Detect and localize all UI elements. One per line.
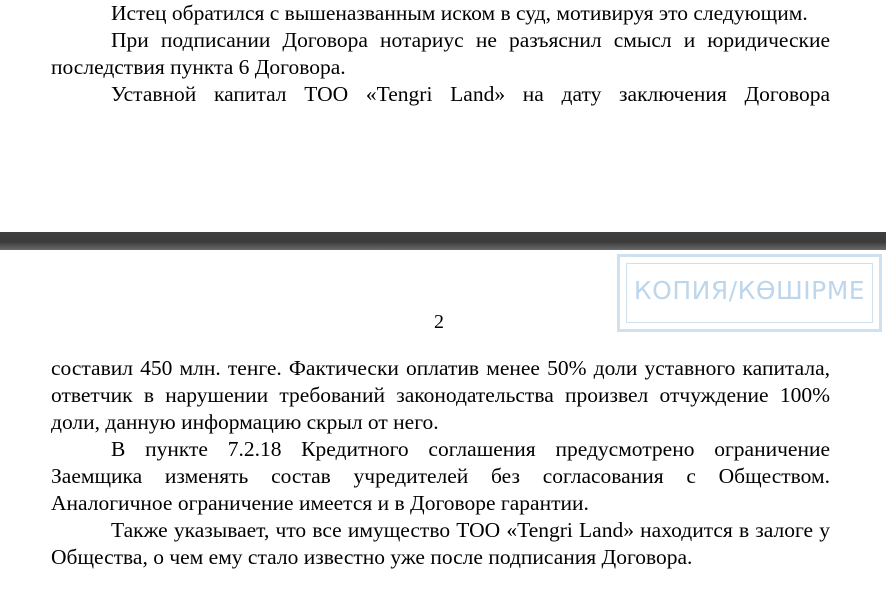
paragraph: В пункте 7.2.18 Кредитного соглашения предусмотрено ограничение Заемщика изменять состав учредителей без согласования с Обществом. Аналогичное ограничение имеется и в Договоре гарантии.: [51, 437, 830, 515]
paragraph: составил 450 млн. тенге. Фактически оплатив менее 50% доли уставного капитала, ответчик в нарушении требований законодательства произвел отчуждение 100% доли, данную информацию скрыл от него.: [51, 356, 830, 434]
watermark-text: КОПИЯ/КӨШІРМЕ: [633, 276, 866, 305]
previous-page: [0, 0, 886, 232]
page-number-label: 2: [434, 311, 444, 333]
previous-page-text: [51, 0, 830, 108]
paragraph: При подписании Договора нотариус не разъяснил смысл и юридические последствия пункта 6 Договора.: [51, 28, 830, 79]
paragraph: Уставной капитал ТОО «Tengri Land» на дату заключения Договора: [111, 82, 830, 106]
page-separator: [0, 232, 886, 250]
paragraph: Также указывает, что все имущество ТОО «Tengri Land» находится в залоге у Общества, о чем ему стало известно уже после подписания Договора.: [51, 518, 830, 569]
copy-watermark-stamp: [617, 254, 882, 332]
current-page-text: [51, 355, 830, 571]
paragraph: Истец обратился с вышеназванным иском в суд, мотивируя это следующим.: [111, 1, 808, 25]
